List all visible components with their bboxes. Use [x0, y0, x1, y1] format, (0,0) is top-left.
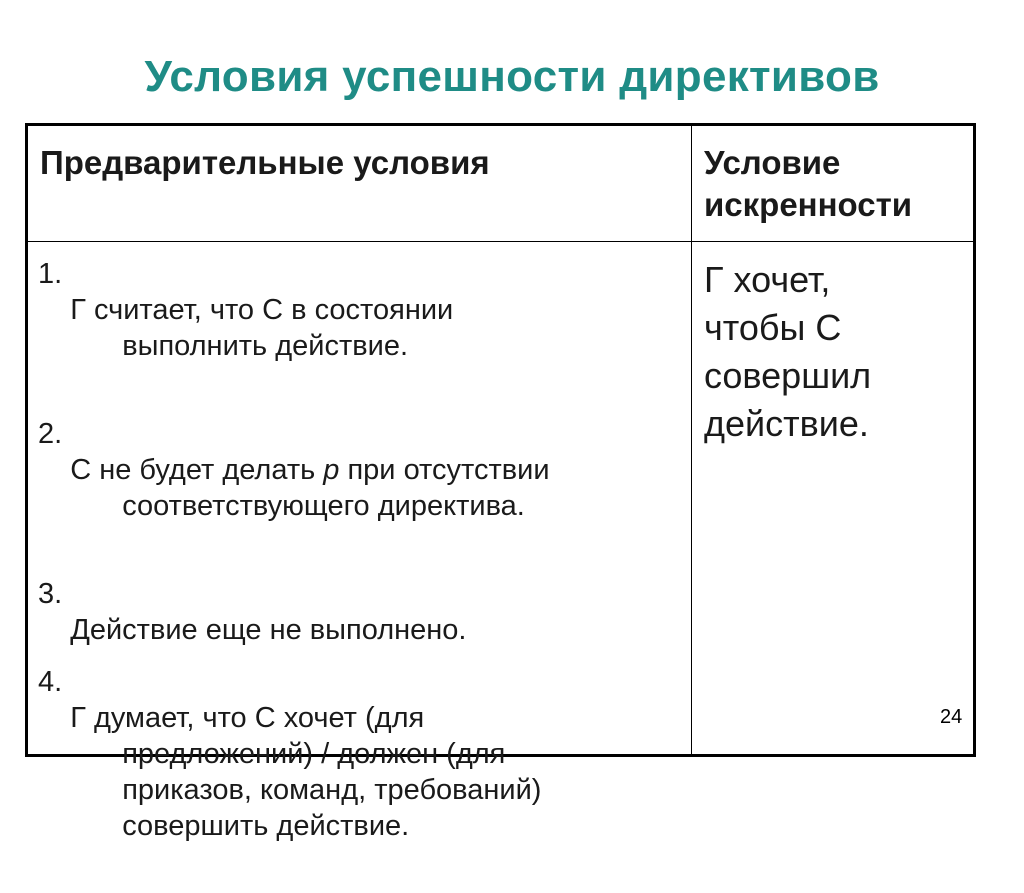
- condition-number: 2.: [38, 418, 63, 450]
- condition-text: С не будет делать p при отсутствии: [70, 454, 550, 486]
- condition-text-continued: предложений) / должен (для приказов, команд, требований) совершить действие.: [122, 738, 542, 842]
- condition-number: 3.: [38, 578, 63, 610]
- condition-text: Г думает, что С хочет (для: [70, 702, 425, 734]
- condition-item: [38, 416, 678, 560]
- condition-text-continued: выполнить действие.: [122, 330, 409, 362]
- condition-text-continued: соответствующего директива.: [122, 490, 525, 522]
- condition-item: [38, 576, 678, 648]
- header-divider: [28, 241, 973, 242]
- slide-title: Условия успешности директивов: [144, 52, 880, 101]
- condition-item: [38, 256, 678, 400]
- column-divider: [691, 126, 692, 754]
- conditions-table: [25, 123, 976, 842]
- sincerity-header: Условие искренности: [704, 144, 913, 223]
- condition-number: 4.: [38, 666, 63, 698]
- variable-p: p: [323, 454, 340, 486]
- condition-number: 1.: [38, 258, 63, 290]
- condition-text: Действие еще не выполнено.: [70, 614, 467, 646]
- preconditions-list: [38, 256, 678, 893]
- preconditions-header: Предварительные условия: [40, 144, 490, 181]
- condition-item: [38, 664, 678, 880]
- condition-text: Г считает, что С в состоянии: [70, 294, 454, 326]
- page-number: 24: [940, 706, 963, 728]
- sincerity-condition-text: Г хочет, чтобы С совершил действие.: [704, 259, 872, 444]
